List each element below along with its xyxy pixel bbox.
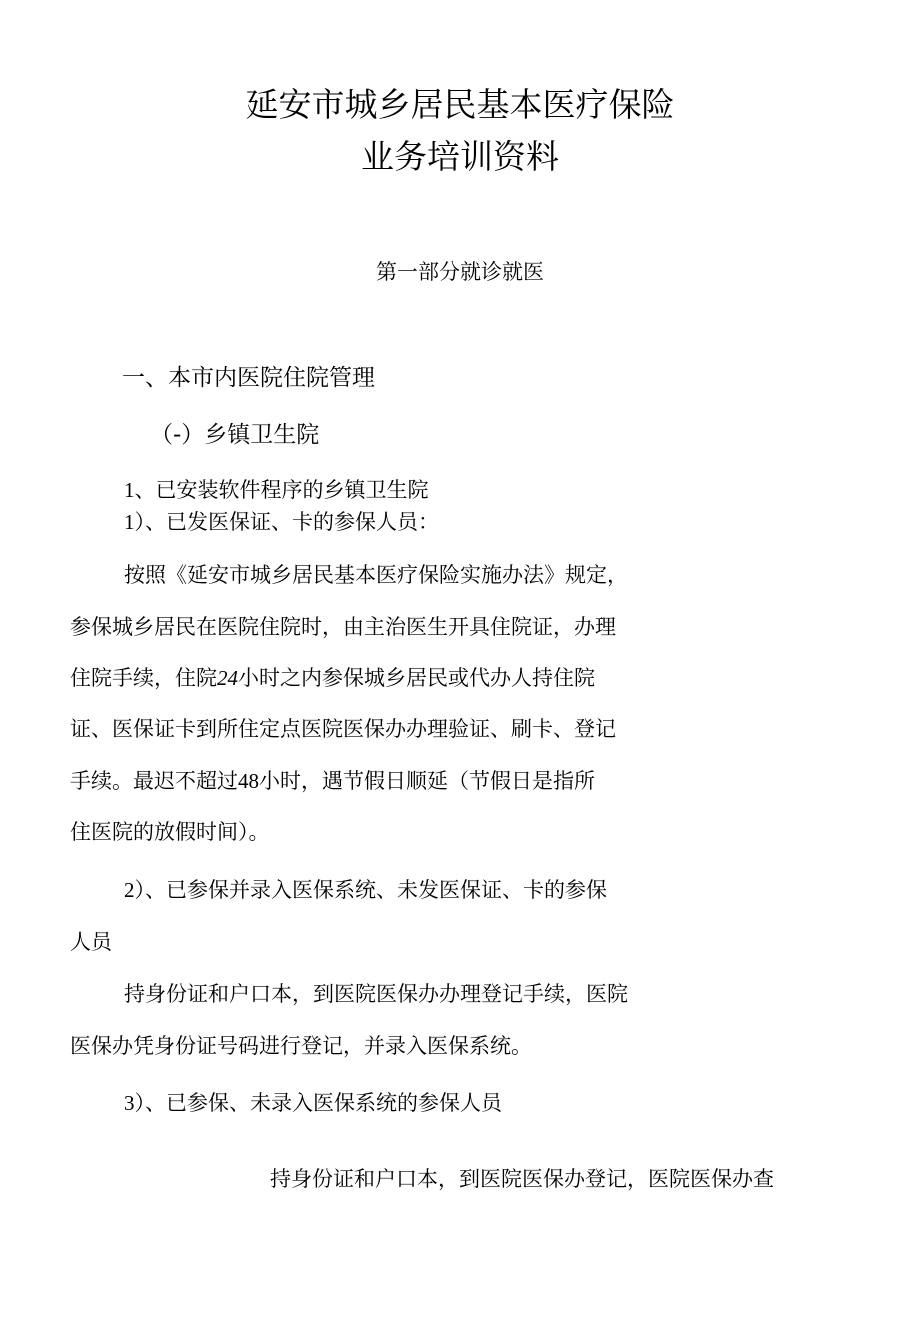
item-heading [124, 480, 429, 501]
paragraph-1-line-1: 按照《延安市城乡居民基本医疗保险实施办法》规定， [124, 563, 628, 587]
document-title-line-1: 延安市城乡居民基本医疗保险 [245, 85, 675, 124]
paragraph-2-line-1: 持身份证和户口本，到医院医保办办理登记手续，医院 [124, 982, 628, 1006]
paragraph-1-line-3-number: 24 [217, 666, 238, 690]
paragraph-1-line-5-start: 手续。最迟不超过 [70, 769, 238, 793]
paragraph-3-line-1: 持身份证和户口本，到医院医保办登记，医院医保办查 [270, 1167, 774, 1191]
subitem-2-heading-line-2: 人员 [70, 930, 112, 954]
paragraph-2-line-2: 医保办凭身份证号码进行登记，并录入医保系统。 [70, 1034, 532, 1058]
subitem-2-heading [124, 880, 607, 901]
subitem-2-number: 2） [124, 878, 145, 902]
item-number: 1 [124, 478, 135, 502]
item-heading-text: 、已安装软件程序的乡镇卫生院 [134, 478, 429, 502]
paragraph-1-line-3-end: 小时之内参保城乡居民或代办人持住院 [238, 666, 595, 690]
subitem-1-text: 、已发医保证、卡的参保人员： [145, 510, 439, 534]
subitem-2-text: 、已参保并录入医保系统、未发医保证、卡的参保 [145, 878, 607, 902]
section-heading: 一、本市内医院住院管理 [122, 365, 375, 391]
subitem-3-number: 3） [124, 1091, 145, 1115]
paragraph-1-line-4: 证、医保证卡到所住定点医院医保办办理验证、刷卡、登记 [70, 717, 616, 741]
subitem-3-heading [124, 1093, 502, 1114]
subitem-1-heading [124, 512, 439, 533]
paragraph-1-line-2: 参保城乡居民在医院住院时，由主治医生开具住院证，办理 [70, 615, 616, 639]
part-heading: 第一部分就诊就医 [376, 260, 544, 284]
document-title-line-2: 业务培训资料 [361, 137, 559, 176]
paragraph-1-line-6: 住医院的放假时间）。 [70, 820, 270, 844]
paragraph-1-line-5 [70, 771, 595, 792]
subsection-heading: （-）乡镇卫生院 [150, 422, 320, 448]
paragraph-1-line-3 [70, 668, 595, 689]
subitem-1-number: 1） [124, 510, 145, 534]
subitem-3-text: 、已参保、未录入医保系统的参保人员 [145, 1091, 502, 1115]
paragraph-1-line-5-end: 小时，遇节假日顺延（节假日是指所 [259, 769, 595, 793]
paragraph-1-line-3-start: 住院手续，住院 [70, 666, 217, 690]
paragraph-1-line-5-number: 48 [238, 769, 259, 793]
